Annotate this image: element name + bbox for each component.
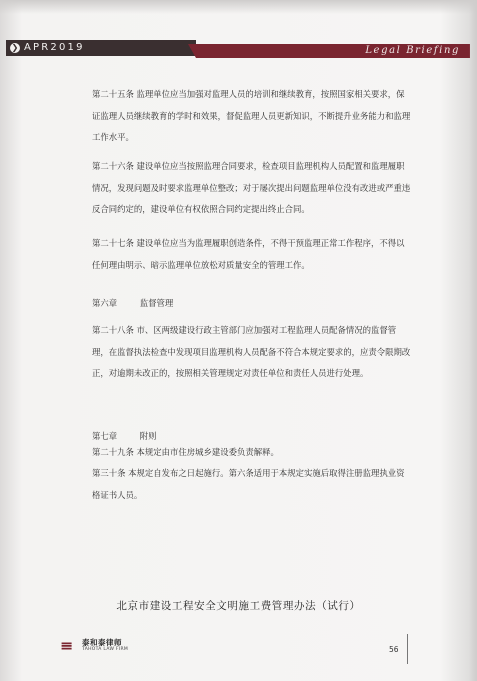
firm-name-cn: 泰和泰律师	[82, 638, 122, 647]
article-26: 第二十六条 建设单位应当按照监理合同要求，检查项目监理机构人员配置和监理履职情况，发现问题及时要求监理单位整改；对于屡次提出问题监理单位没有改进或严重违反合同约定的，建设单位有权依照合同约定提出终止合同。	[92, 161, 411, 214]
firm-name-en: TAHOTA LAW FIRM	[82, 647, 129, 652]
arrow-icon: ❯	[11, 43, 19, 52]
chapter-7-number: 第七章	[92, 431, 118, 441]
issue-date: APR2019	[24, 42, 85, 53]
article-30: 第三十条 本规定自发布之日起施行。第六条适用于本规定实施后取得注册监理执业资格证书人员。	[92, 468, 405, 500]
firm-logo-icon: ≡	[60, 636, 74, 655]
chapter-6-title: 监督管理	[139, 298, 174, 308]
header-section-bar	[196, 44, 470, 58]
page-number-rule	[407, 634, 408, 664]
chapter-7-title: 附则	[139, 431, 157, 441]
chapter-6-heading	[92, 297, 193, 309]
page-number: 56	[389, 645, 399, 654]
header-date-bar	[6, 40, 196, 56]
firm-logo	[60, 636, 170, 656]
article-29: 第二十九条 本规定由市住房城乡建设委负责解释。	[92, 447, 279, 457]
article-25: 第二十五条 监理单位应当加强对监理人员的培训和继续教育，按照国家相关要求，保证监理人员继续教育的学时和效果，督促监理人员更新知识，不断提升业务能力和监理工作水平。	[92, 89, 411, 142]
header-notch	[188, 44, 196, 58]
chapter-7-heading	[92, 430, 177, 442]
section-title: Legal Briefing	[365, 45, 460, 56]
chapter-6-number: 第六章	[92, 298, 118, 308]
page-top-shadow	[0, 0, 477, 14]
article-27: 第二十七条 建设单位应当为监理履职创造条件，不得干预监理正常工作程序，不得以任何理由明示、暗示监理单位放松对质量安全的管理工作。	[92, 238, 405, 270]
next-document-title: 北京市建设工程安全文明施工费管理办法（试行）	[116, 600, 361, 612]
article-28: 第二十八条 市、区两级建设行政主管部门应加强对工程监理人员配备情况的监督管理，在监督执法检查中发现项目监理机构人员配备不符合本规定要求的，应责令限期改正，对逾期未改正的，按照相关管理规定对责任单位和责任人员进行处理。	[92, 325, 411, 378]
page-edge-shadow	[469, 0, 477, 681]
